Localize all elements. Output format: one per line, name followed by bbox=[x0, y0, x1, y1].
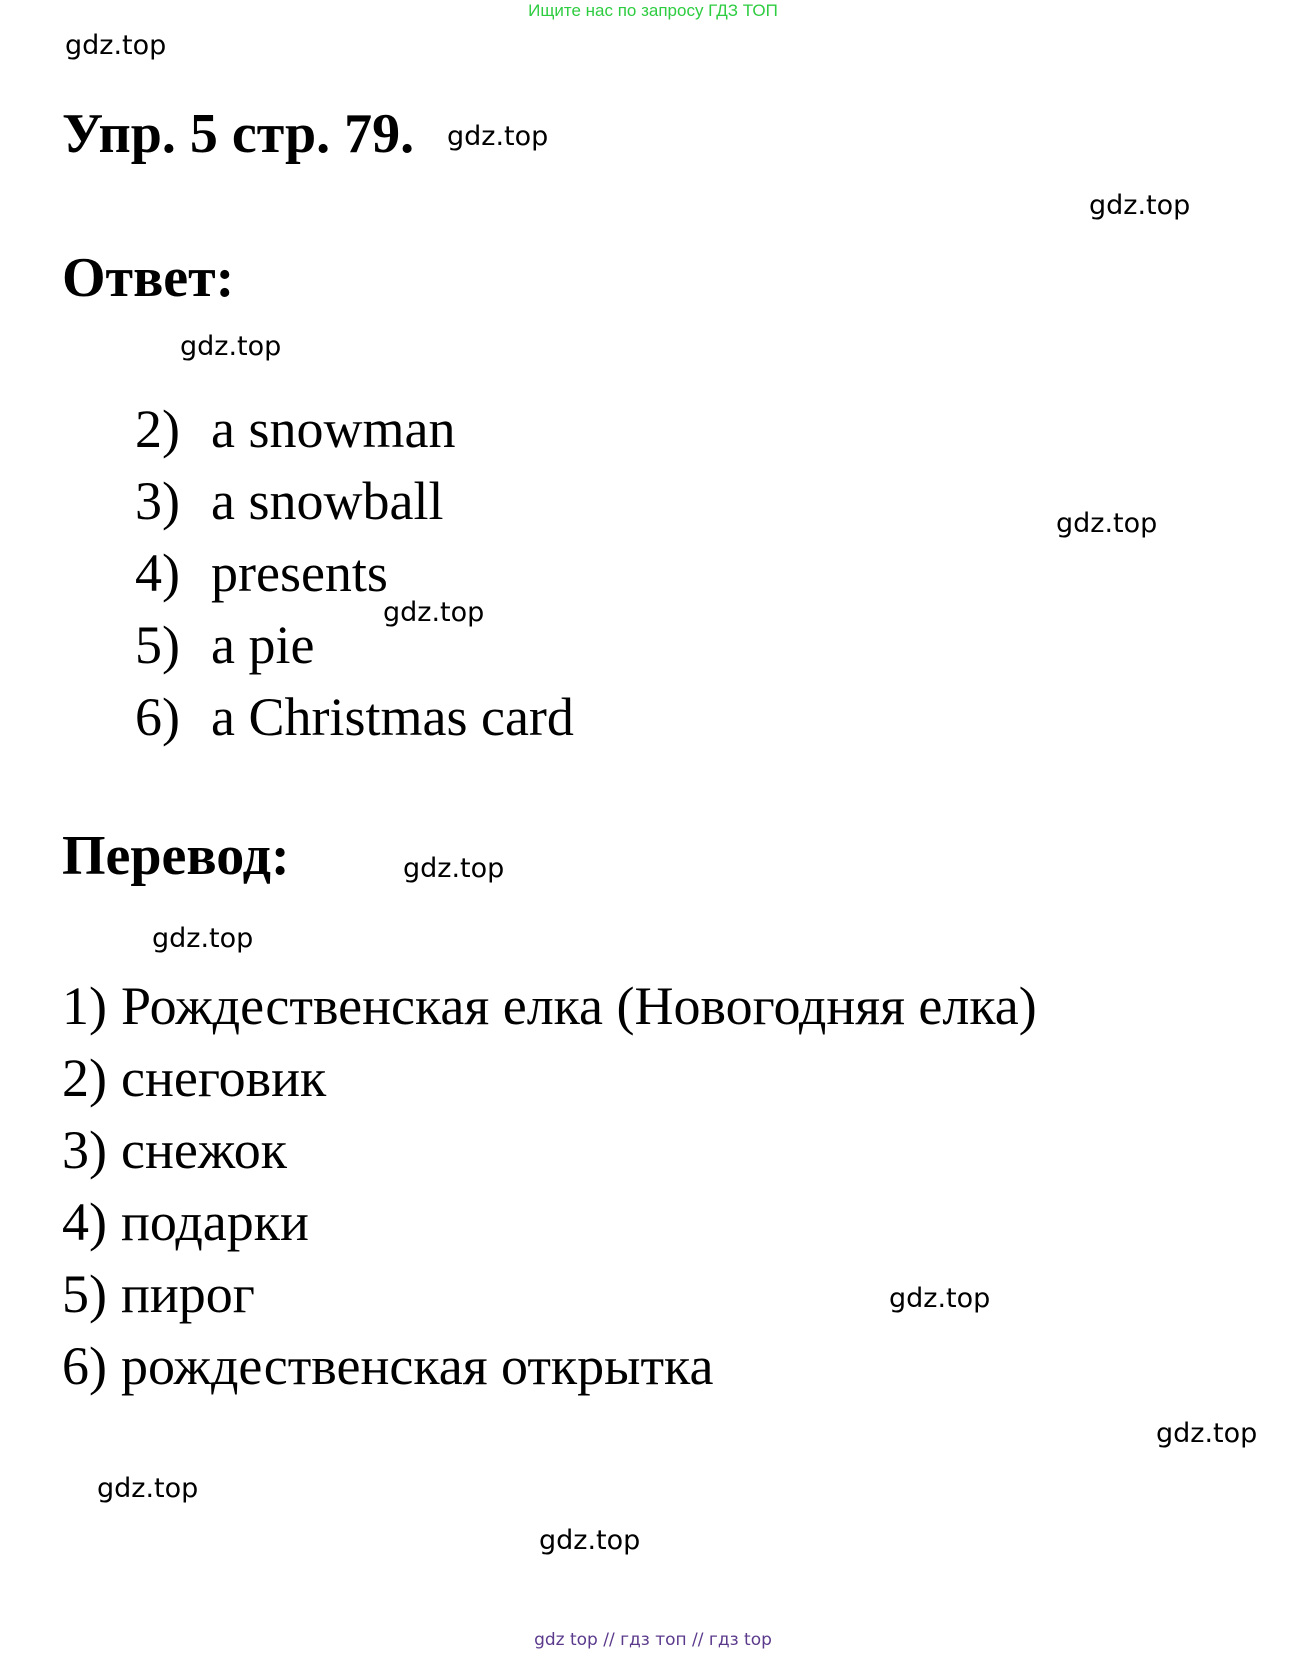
watermark: gdz.top bbox=[97, 1473, 199, 1504]
list-item bbox=[135, 465, 574, 537]
item-number: 3) bbox=[135, 471, 180, 531]
item-number: 2) bbox=[135, 399, 180, 459]
item-text: a Christmas card bbox=[211, 687, 574, 747]
list-item bbox=[62, 1042, 1037, 1114]
watermark: gdz.top bbox=[180, 331, 282, 362]
list-item bbox=[135, 681, 574, 753]
list-item bbox=[62, 970, 1037, 1042]
exercise-title: Упр. 5 стр. 79. bbox=[62, 103, 415, 165]
answer-heading: Ответ: bbox=[62, 247, 235, 309]
watermark: gdz.top bbox=[65, 30, 167, 61]
watermark: gdz.top bbox=[447, 121, 549, 152]
list-item bbox=[135, 393, 574, 465]
item-text: снеговик bbox=[120, 1048, 327, 1108]
search-hint-banner: Ищите нас по запросу ГДЗ ТОП bbox=[528, 1, 778, 20]
list-item bbox=[62, 1330, 1037, 1402]
watermark: gdz.top bbox=[1156, 1418, 1258, 1449]
item-number: 2) bbox=[62, 1048, 107, 1108]
watermark: gdz.top bbox=[539, 1525, 641, 1556]
translation-list bbox=[62, 970, 1037, 1402]
item-number: 4) bbox=[62, 1192, 107, 1252]
item-number: 5) bbox=[135, 615, 180, 675]
item-text: снежок bbox=[120, 1120, 288, 1180]
item-number: 6) bbox=[135, 687, 180, 747]
list-item bbox=[135, 609, 574, 681]
watermark: gdz.top bbox=[403, 853, 505, 884]
watermark: gdz.top bbox=[152, 923, 254, 954]
item-number: 1) bbox=[62, 976, 107, 1036]
list-item bbox=[135, 537, 574, 609]
footer-links: gdz top // гдз топ // гдз top bbox=[534, 1630, 772, 1650]
watermark: gdz.top bbox=[383, 597, 485, 628]
item-text: Рождественская елка (Новогодняя елка) bbox=[120, 976, 1037, 1036]
list-item bbox=[62, 1114, 1037, 1186]
item-number: 6) bbox=[62, 1336, 107, 1396]
watermark: gdz.top bbox=[889, 1283, 991, 1314]
watermark: gdz.top bbox=[1089, 190, 1191, 221]
item-number: 3) bbox=[62, 1120, 107, 1180]
item-text: a snowball bbox=[211, 471, 444, 531]
item-text: a snowman bbox=[211, 399, 456, 459]
item-text: presents bbox=[211, 543, 388, 603]
item-text: пирог bbox=[120, 1264, 255, 1324]
list-item bbox=[62, 1186, 1037, 1258]
item-text: подарки bbox=[120, 1192, 309, 1252]
item-number: 4) bbox=[135, 543, 180, 603]
watermark: gdz.top bbox=[1056, 508, 1158, 539]
item-number: 5) bbox=[62, 1264, 107, 1324]
item-text: a pie bbox=[211, 615, 315, 675]
item-text: рождественская открытка bbox=[120, 1336, 714, 1396]
answer-list bbox=[135, 393, 574, 753]
translation-heading: Перевод: bbox=[62, 825, 290, 887]
